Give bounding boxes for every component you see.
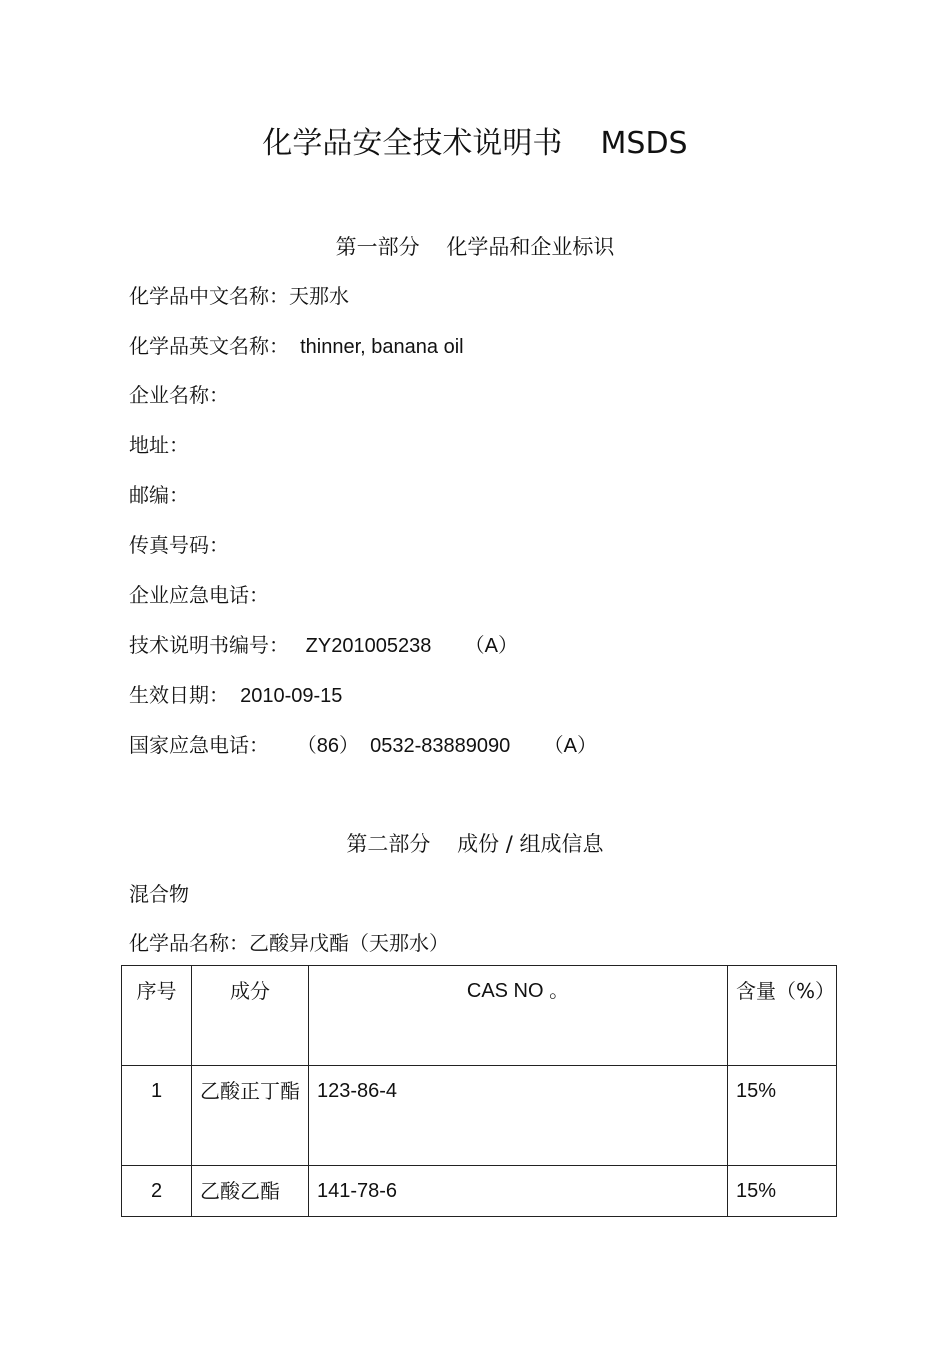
section-heading-part2: 第二部分 成份 / 组成信息 (346, 832, 604, 856)
cell-component: 乙酸乙酯 (192, 1166, 309, 1217)
field-value: 2010-09-15 (229, 685, 343, 707)
document-title: 化学品安全技术说明书 MSDS (262, 126, 688, 161)
section-heading-part1: 第一部分 化学品和企业标识 (335, 235, 615, 259)
field-label: 企业应急电话： (129, 583, 269, 607)
field-label: 地址： (129, 433, 189, 457)
mixture-label: 混合物 (129, 882, 189, 906)
header-cas-no: CAS NO 。 (309, 966, 728, 1066)
field-label: 邮编： (129, 483, 189, 507)
cell-serial-number: 2 (122, 1166, 192, 1217)
field-company-name (129, 380, 229, 410)
chemical-name-line: 化学品名称：乙酸异戊酯（天那水） (129, 931, 449, 955)
field-postcode (129, 480, 189, 510)
field-spec-number (129, 630, 518, 661)
field-label: 化学品英文名称： (129, 334, 289, 358)
field-label: 技术说明书编号： (129, 633, 289, 657)
cell-component: 乙酸正丁酯 (192, 1066, 309, 1166)
field-value: ZY201005238 （A） (289, 635, 519, 657)
cell-serial-number: 1 (122, 1066, 192, 1166)
field-fax (129, 530, 229, 560)
field-national-emergency-phone (129, 730, 597, 761)
table-header-row (122, 966, 837, 1066)
cell-content: 15% (728, 1166, 837, 1217)
field-label: 传真号码： (129, 533, 229, 557)
header-component: 成分 (192, 966, 309, 1066)
cell-cas-no: 141-78-6 (309, 1166, 728, 1217)
field-label: 生效日期： (129, 683, 229, 707)
field-value: （86） 0532-83889090 （A） (269, 735, 597, 757)
field-chinese-name (129, 281, 349, 311)
field-company-emergency-phone (129, 580, 269, 610)
table-row (122, 1166, 837, 1217)
field-label: 化学品中文名称： (129, 284, 289, 308)
field-label: 企业名称： (129, 383, 229, 407)
field-address (129, 430, 189, 460)
field-label: 国家应急电话： (129, 733, 269, 757)
field-value: thinner, banana oil (289, 336, 464, 358)
cell-cas-no: 123-86-4 (309, 1066, 728, 1166)
field-english-name (129, 331, 464, 362)
composition-table (121, 965, 837, 1217)
header-content: 含量（%） (728, 966, 837, 1066)
table-row (122, 1066, 837, 1166)
field-effective-date (129, 680, 342, 711)
field-value: 天那水 (289, 284, 349, 308)
cell-content: 15% (728, 1066, 837, 1166)
header-serial-number: 序号 (122, 966, 192, 1066)
